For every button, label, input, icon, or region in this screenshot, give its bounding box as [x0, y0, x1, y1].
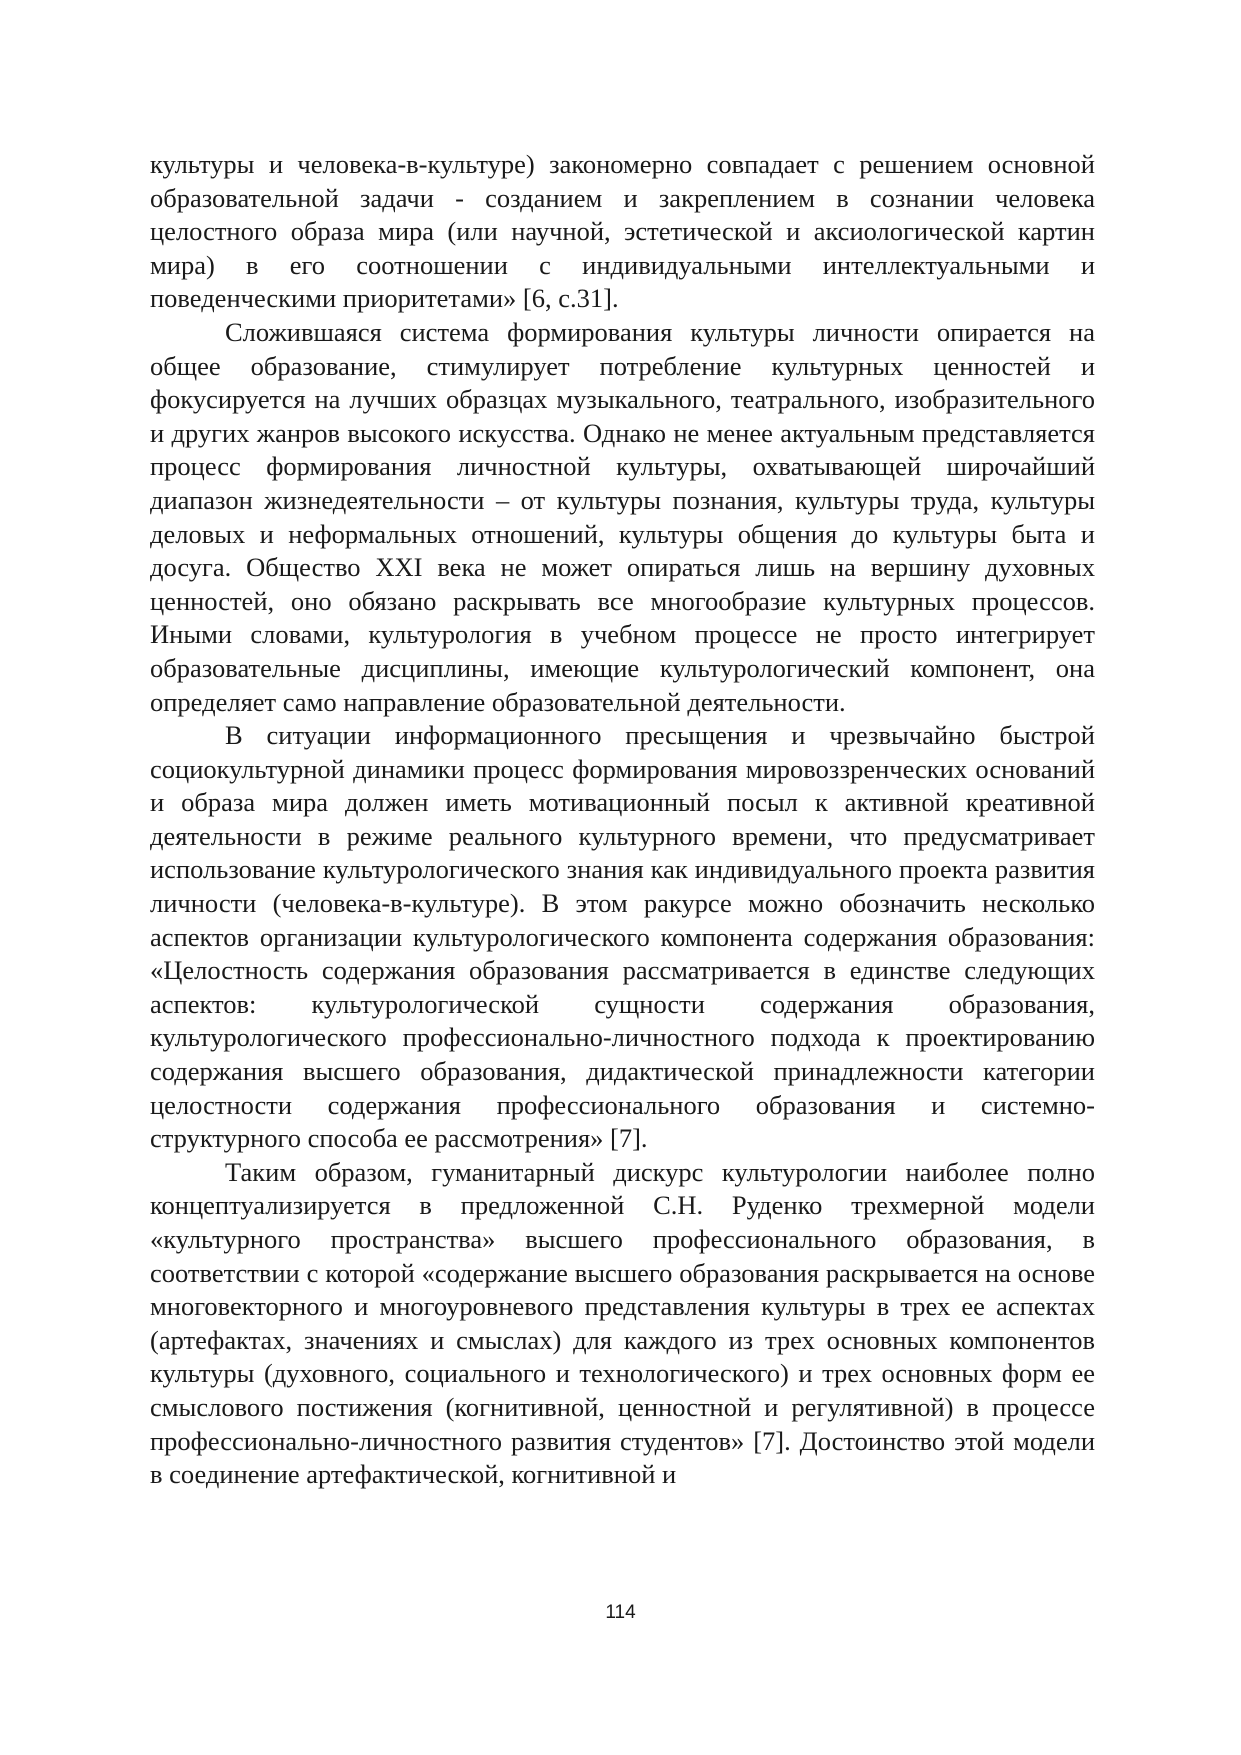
paragraph-2: Сложившаяся система формирования культуры личности опирается на общее образование, стимулирует потребление культурных ценностей и фокусируется на лучших образцах музыкального, театрального, изобразительного и других жанров высокого искусства. Однако не менее актуальным представляется процесс формирования личностной культуры, охватывающей широчайший диапазон жизнедеятельности – от культуры познания, культуры труда, культуры деловых и неформальных отношений, культуры общения до культуры быта и досуга. Общество XXI века не может опираться лишь на вершину духовных ценностей, оно обязано раскрывать все многообразие культурных процессов. Иными словами, культурология в учебном процессе не просто интегрирует образовательные дисциплины, имеющие культурологический компонент, она определяет само направление образовательной деятельности.: [150, 316, 1095, 717]
paragraph-3: В ситуации информационного пресыщения и чрезвычайно быстрой социокультурной динамики процесс формирования мировоззренческих оснований и образа мира должен иметь мотивационный посыл к активной креативной деятельности в режиме реального культурного времени, что предусматривает использование культурологического знания как индивидуального проекта развития личности (человека-в-культуре). В этом ракурсе можно обозначить несколько аспектов организации культурологического компонента содержания образования: «Целостность содержания образования рассматривается в единстве следующих аспектов: культурологической сущности содержания образования, культурологического профессионально-личностного подхода к проектированию содержания высшего образования, дидактической принадлежности категории целостности содержания профессионального образования и системно-структурного способа ее рассмотрения» [7].: [150, 720, 1095, 1154]
paragraph-4: Таким образом, гуманитарный дискурс культурологии наиболее полно концептуализируется в предложенной С.Н. Руденко трехмерной модели «культурного пространства» высшего профессионального образования, в соответствии с которой «содержание высшего образования раскрывается на основе многовекторного и многоуровневого представления культуры в трех ее аспектах (артефактах, значениях и смыслах) для каждого из трех основных компонентов культуры (духовного, социального и технологического) и трех основных форм ее смыслового постижения (когнитивной, ценностной и регулятивной) в процессе профессионально-личностного развития студентов» [7]. Достоинство этой модели в соединение артефактической, когнитивной и: [150, 1156, 1095, 1490]
body-text: [150, 148, 1095, 1492]
paragraph-1: культуры и человека-в-культуре) закономерно совпадает с решением основной образовательной задачи - созданием и закреплением в сознании человека целостного образа мира (или научной, эстетической и аксиологической картин мира) в его соотношении с индивидуальными интеллектуальными и поведенческими приоритетами» [6, с.31].: [150, 149, 1095, 314]
page-number: 114: [605, 1602, 636, 1623]
